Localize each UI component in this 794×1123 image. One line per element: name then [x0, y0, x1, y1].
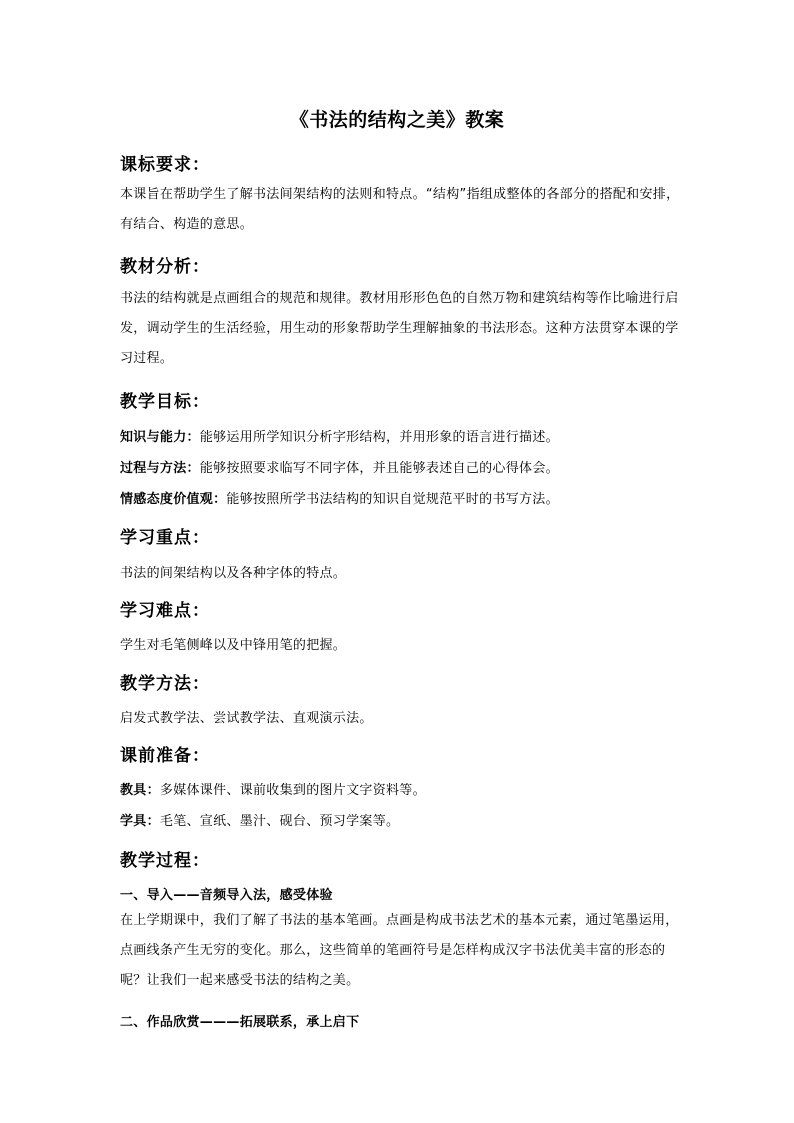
- paragraph-fangfa: 启发式教学法、尝试教学法、直观演示法。: [120, 711, 373, 726]
- paragraph-kebiao: 本课旨在帮助学生了解书法间架结构的法则和特点。“结构”指组成整体的各部分的搭配和安排，有结合、构造的意思。: [120, 187, 680, 232]
- prep-label: 学具：: [120, 814, 160, 829]
- goal-text: 能够运用所学知识分析字形结构，并用形象的语言进行描述。: [199, 430, 559, 445]
- goal-item-emotion: [120, 488, 680, 507]
- heading-zhunbei: 课前准备：: [120, 746, 210, 766]
- prep-text: 毛笔、宣纸、墨汁、砚台、预习学案等。: [159, 814, 400, 829]
- goal-label: 情感态度价值观：: [120, 492, 227, 507]
- paragraph-nandian: 学生对毛笔侧峰以及中锋用笔的把握。: [120, 638, 347, 653]
- heading-mubiao: 教学目标：: [120, 392, 210, 412]
- heading-guocheng: 教学过程：: [120, 851, 210, 871]
- goal-text: 能够按照所学书法结构的知识自觉规范平时的书写方法。: [226, 492, 559, 507]
- goal-item-knowledge: [120, 426, 680, 445]
- heading-jiaocai: 教材分析：: [120, 257, 210, 277]
- goal-label: 知识与能力：: [120, 430, 200, 445]
- heading-fangfa: 教学方法：: [120, 674, 210, 694]
- prep-item-student: [120, 810, 680, 829]
- prep-item-teacher: [120, 779, 680, 798]
- goal-item-process: [120, 457, 680, 476]
- goal-text: 能够按照要求临写不同字体，并且能够表述自己的心得体会。: [199, 461, 559, 476]
- prep-label: 教具：: [120, 783, 160, 798]
- prep-text: 多媒体课件、课前收集到的图片文字资料等。: [159, 783, 426, 798]
- process-step-2: 二、作品欣赏———拓展联系，承上启下: [120, 1015, 360, 1030]
- goal-label: 过程与方法：: [120, 461, 200, 476]
- paragraph-step-1: 在上学期课中，我们了解了书法的基本笔画。点画是构成书法艺术的基本元素，通过笔墨运用，点画线条产生无穷的变化。那么，这些简单的笔画符号是怎样构成汉字书法优美丰富的形态的呢？让我们一起来感受书法的结构之美。: [120, 913, 679, 988]
- process-step-1: 一、导入——音频导入法，感受体验: [120, 888, 333, 903]
- page-title: 《书法的结构之美》教案: [289, 109, 505, 131]
- heading-nandian: 学习难点：: [120, 601, 210, 621]
- heading-zhongdian: 学习重点：: [120, 528, 210, 548]
- paragraph-jiaocai: 书法的结构就是点画组合的规范和规律。教材用形形色色的自然万物和建筑结构等作比喻进行启发，调动学生的生活经验，用生动的形象帮助学生理解抽象的书法形态。这种方法贯穿本课的学习过程。: [120, 291, 679, 366]
- paragraph-zhongdian: 书法的间架结构以及各种字体的特点。: [120, 566, 347, 581]
- heading-kebiao: 课标要求：: [120, 155, 210, 175]
